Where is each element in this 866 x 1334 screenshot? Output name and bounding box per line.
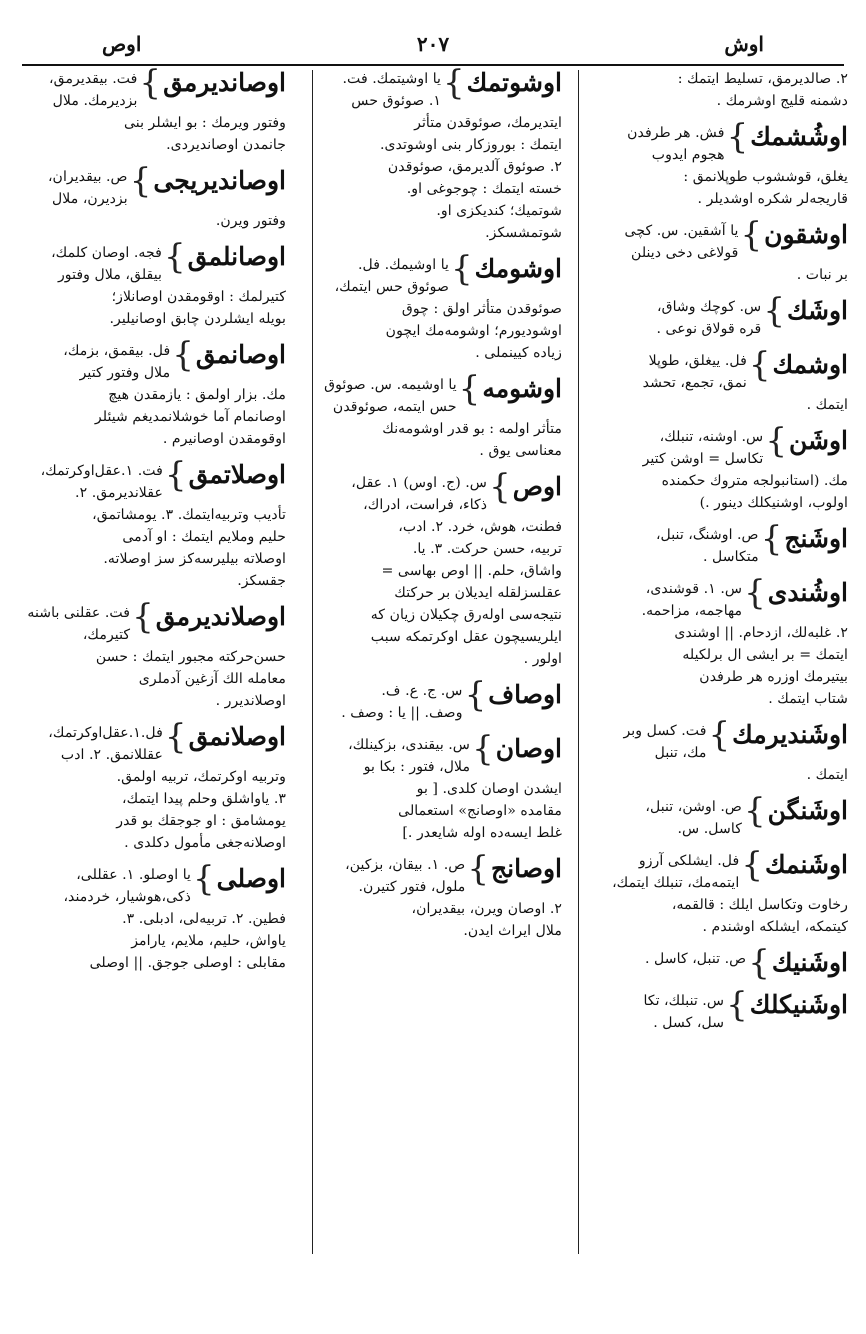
definition-start: س. تنبلك، تکا سل، کسل . — [643, 993, 725, 1031]
page-header — [22, 22, 844, 66]
brace-mark: } — [164, 717, 187, 757]
definition-start: س. اوشنه، تنبلك، تکاسل = اوشن کتیر — [642, 429, 764, 467]
headword: اوصلاندیرمق — [155, 602, 286, 631]
headword: اوشَندیرمك — [732, 720, 848, 749]
definition-start: س. ۱. قوشندی، مهاجمه، مزاحمه. — [641, 581, 743, 619]
definition-continued: یغلق، قوششوب طوپلانمق : قاریجه‌لر شکره اوشدیلر . — [683, 169, 848, 207]
dictionary-entry — [576, 985, 848, 1034]
brace-mark: } — [748, 345, 771, 385]
definition-start: فت. کسل وبر مك، تنبل — [623, 723, 707, 761]
entry-head — [22, 335, 286, 384]
dictionary-entry — [576, 421, 848, 514]
entry-head — [300, 467, 562, 516]
page-number: ۲۰۷ — [416, 32, 450, 56]
definition-start: یا اوشیتمك. فت. ۱. صوئوق حس — [342, 71, 441, 109]
dictionary-entry — [22, 455, 286, 592]
dictionary-entry — [576, 519, 848, 568]
headword: اوشَنیکلك — [749, 990, 848, 1019]
entry-head — [22, 455, 286, 504]
definition-start: فل.۱.عقل‌اوکرتمك، عقللانمق. ۲. ادب — [48, 725, 163, 763]
brace-mark: } — [163, 237, 186, 277]
definition-continued: ایتدیرمك، صوئوقدن متأثر ایتمك : بوروزکار بنی اوشوتدی. ۲. صوئوق آلدیرمق، صوئوقدن خسته ایتمك : چوجوغی او. شوتمیك؛ کندیکزی او. شوتمشسکز. — [380, 115, 562, 241]
brace-mark: } — [489, 467, 511, 507]
definition-start: فل. ییغلق، طوپلا نمق، تجمع، تحشد — [642, 353, 747, 391]
definition-start: یا اوشیمك. فل. صوئوق حس ایتمك، — [334, 257, 450, 295]
headword: اوصاندیرمق — [163, 68, 286, 97]
definition-start: ص. اوشن، تنبل، کاسل. س. — [645, 799, 742, 837]
definition-continued: مك. (استانبولجه متروك حکمنده اولوب، اوشنیکلك دینور .) — [661, 473, 848, 511]
dictionary-entry — [576, 573, 848, 710]
brace-mark: } — [740, 215, 763, 255]
headword: اوشوتمك — [466, 68, 562, 97]
headword: اوشومه — [482, 374, 562, 403]
brace-mark: } — [467, 849, 490, 889]
dictionary-entry — [576, 117, 848, 210]
definition-continued: بر نبات . — [796, 267, 848, 283]
brace-mark: } — [748, 943, 770, 983]
headword: اوشَنج — [784, 524, 848, 553]
entry-head — [576, 421, 848, 470]
brace-mark: } — [464, 675, 487, 715]
definition-continued: ایتمك . — [806, 397, 848, 413]
entry-head — [576, 845, 848, 894]
headword: اوصلی — [216, 864, 286, 893]
dictionary-entry — [576, 845, 848, 938]
brace-mark: } — [726, 985, 748, 1025]
definition-start: فل. ایشلکی آرزو ایتمه‌مك، تنبلك ایتمك، — [612, 853, 740, 891]
headword: اوص — [512, 472, 562, 501]
definition-continued: تأدیب وتربیه‌ایتمك. ۳. یومشاتمق، حلیم وملایم ایتمك : او آدمی اوصلاته بیلیرسه‌کز سز اوصلاته. جقسکز. — [92, 507, 286, 589]
brace-mark: } — [708, 715, 731, 755]
entry-head — [576, 117, 848, 166]
header-left-guide: اوص — [102, 32, 142, 56]
headword: اوصلانمق — [188, 722, 286, 751]
entry-head — [576, 791, 848, 840]
brace-mark: } — [458, 369, 481, 409]
headword: اوصانج — [491, 854, 562, 883]
entry-head — [576, 291, 848, 340]
dictionary-entry — [300, 675, 562, 724]
dictionary-entry — [22, 335, 286, 450]
definition-start: یا اوشیمه. س. صوئوق حس ایتمه، صوئوقدن — [324, 377, 457, 415]
headword: اوشقون — [764, 220, 848, 249]
brace-mark: } — [172, 335, 194, 375]
dictionary-entry — [300, 369, 562, 462]
definition-start: س. کوچك وشاق، قره قولاق نوعی . — [656, 299, 762, 337]
entry-head — [22, 717, 286, 766]
brace-mark: } — [765, 421, 787, 461]
definition-start: فت. عقلنی باشنه کتیرمك، — [27, 605, 131, 643]
headword: اوشَن — [789, 426, 848, 455]
definition-start: ص. اوشنگ، تنبل، متکاسل . — [655, 527, 759, 565]
column-middle — [300, 68, 562, 1264]
entry-head — [300, 68, 562, 112]
dictionary-entry — [576, 345, 848, 416]
headword: اوصانلمق — [187, 242, 286, 271]
definition-continued: حسن‌حرکته مجبور ایتمك : حسن معامله الك آزغین آدملری اوصلاندیرر . — [95, 649, 286, 709]
entry-head — [576, 573, 848, 622]
headword: اوصان — [495, 734, 562, 763]
definition-continued: ۲. اوصان ویرن، بیقدیران، ملال ایراث ایدن. — [411, 901, 562, 939]
brace-mark: } — [472, 729, 494, 769]
definition-start: فت. ۱.عقل‌اوکرتمك، عقلاندیرمق. ۲. — [40, 463, 163, 501]
headword: اوشُشمك — [750, 122, 848, 151]
definition-start: فش. هر طرفدن هجوم ایدوب — [627, 125, 725, 163]
headword: اوصاف — [488, 680, 562, 709]
entry-head — [576, 215, 848, 264]
brace-mark: } — [744, 573, 766, 613]
brace-mark: } — [132, 597, 154, 637]
definition-start: فت. بیقدیرمق، بزدیرمك. ملال — [49, 71, 138, 109]
definition-start: فل. بیقمق، بزمك، ملال وفتور کتیر — [63, 343, 171, 381]
definition-start: س. بیقندی، بزکینلك، ملال، فتور : بکا بو — [348, 737, 471, 775]
brace-mark: } — [763, 291, 785, 331]
dictionary-entry — [22, 597, 286, 712]
definition-continued: رخاوت وتکاسل ایلك : قالقمه، کیتمکه، ایشلکه اوشندم . — [671, 897, 848, 935]
headword: اوشومك — [474, 254, 562, 283]
definition-continued: کتیرلمك : اوقومقدن اوصانلاز؛ بویله ایشلردن چابق اوصانیلیر. — [109, 289, 286, 327]
column-left — [22, 68, 286, 1264]
definition-continued: مك. بزار اولمق : یازمقدن هیچ اوصانمام آما خوشلانمدیغم شیئلر اوقومقدن اوصانیرم . — [94, 387, 286, 447]
definition-start: ص. تنبل، کاسل . — [644, 951, 747, 967]
dictionary-entry — [576, 291, 848, 340]
brace-mark: } — [129, 161, 152, 201]
dictionary-entry — [300, 467, 562, 670]
columns — [22, 68, 848, 1264]
definition-continued: فطنت، هوش، خرد. ۲. ادب، تربیه، حسن حرکت. ۳. یا. واشاق، حلم. || اوص بهاسی = عقلسزلقله ایدیلان بر حرکتك نتیجه‌سی اولەرق چکیلان زیان که ایلریسیچون عقل اوکرتمکه سبب اولور . — [370, 519, 562, 667]
column-right — [576, 68, 848, 1264]
entry-head — [300, 849, 562, 898]
definition-continued: وتربیه اوکرتمك، تربیه اولمق. ۳. یاواشلق وحلم پیدا ایتمك، یومشامق : او جوجقك بو قدر اوصلانه‌جغی مأمول دکلدی . — [116, 769, 286, 851]
definition-continued: ایتمك . — [806, 767, 848, 783]
definition-start: فجه. اوصان کلمك، بیقلق، ملال وفتور — [51, 245, 162, 283]
header-right-guide: اوش — [724, 32, 764, 56]
dictionary-entry — [576, 791, 848, 840]
headword: اوشَنگن — [767, 796, 848, 825]
dictionary-entry — [300, 249, 562, 364]
definition-start: س. ج. ع. ف. وصف. || یا : وصف . — [341, 683, 463, 721]
continued-text: ۲. صالدیرمق، تسلیط ایتمك : دشمنه قلیج اوشرمك . — [677, 71, 848, 109]
entry-head — [22, 597, 286, 646]
headword: اوشَنیك — [771, 948, 848, 977]
definition-start: یا آشقین. س. کچی قولاغی دخی دینلن — [624, 223, 739, 261]
entry-head — [300, 369, 562, 418]
dictionary-entry — [22, 859, 286, 974]
dictionary-entry — [22, 717, 286, 854]
entry-head — [576, 985, 848, 1034]
definition-continued: ایشدن اوصان کلدی. [ بو مقامده «اوصانج» استعمالی غلط ایسه‌ده اوله شایعدر .] — [398, 781, 562, 841]
dictionary-entry — [576, 715, 848, 786]
dictionary-entry — [576, 943, 848, 983]
definition-continued: صوئوقدن متأثر اولق : چوق اوشودیورم؛ اوشومه‌مك ایچون زیاده کیینملی . — [385, 301, 562, 361]
headword: اوصانمق — [195, 340, 286, 369]
dictionary-entry — [576, 215, 848, 286]
dictionary-entry — [300, 68, 562, 244]
brace-mark: } — [164, 455, 187, 495]
brace-mark: } — [442, 68, 465, 103]
headword: اوصلاتمق — [188, 460, 286, 489]
entry-head — [576, 943, 848, 983]
headword: اوشَنمك — [764, 850, 848, 879]
brace-mark: } — [139, 68, 162, 103]
brace-mark: } — [726, 117, 749, 157]
brace-mark: } — [760, 519, 783, 559]
headword: اوشَك — [786, 296, 848, 325]
dictionary-entry — [300, 849, 562, 942]
headword: اوشُندی — [767, 578, 848, 607]
entry-head — [22, 859, 286, 908]
definition-continued: فطین. ۲. تربیه‌لی، ادبلی. ۳. یاواش، حلیم، ملایم، یارامز مقابلی : اوصلی جوجق. || اوصلی — [89, 911, 286, 971]
definition-start: س. (ج. اوس) ۱. عقل، ذکاء، فراست، ادراك، — [351, 475, 488, 513]
dictionary-entry — [300, 729, 562, 844]
headword: اوصاندیریجی — [153, 166, 286, 195]
entry-head — [22, 237, 286, 286]
entry-head — [22, 161, 286, 210]
definition-continued: ۲. غلبه‌لك، ازدحام. || اوشندی ایتمك = بر ایشی ال برلکیله بیتیرمك اوزره هر طرفدن شتاب ایتمك . — [674, 625, 848, 707]
definition-continued: وفتور ویرمك : بو ایشلر بنی جانمدن اوصاندیردی. — [123, 115, 286, 153]
entry-head — [300, 729, 562, 778]
definition-continued: وفتور ویرن. — [215, 213, 286, 229]
headword: اوشمك — [772, 350, 848, 379]
entry-head — [300, 675, 562, 724]
definition-start: ص. بیقدیران، بزدیرن، ملال — [47, 169, 128, 207]
brace-mark: } — [192, 859, 215, 899]
dictionary-entry — [22, 68, 286, 156]
entry-head — [576, 345, 848, 394]
entry-head — [576, 715, 848, 764]
entry-head — [22, 68, 286, 112]
definition-start: ص. ۱. بیقان، بزکین، ملول، فتور کتیرن. — [345, 857, 466, 895]
entry-head — [300, 249, 562, 298]
definition-continued: متأثر اولمه : بو قدر اوشومه‌نك معناسی یوق . — [382, 421, 562, 459]
dictionary-entry — [22, 161, 286, 232]
dictionary-entry — [22, 237, 286, 330]
definition-start: یا اوصلو. ۱. عقللی، ذکی،هوشیار، خردمند، — [63, 867, 191, 905]
brace-mark: } — [741, 845, 763, 885]
entry-head — [576, 519, 848, 568]
brace-mark: } — [744, 791, 766, 831]
brace-mark: } — [451, 249, 473, 289]
